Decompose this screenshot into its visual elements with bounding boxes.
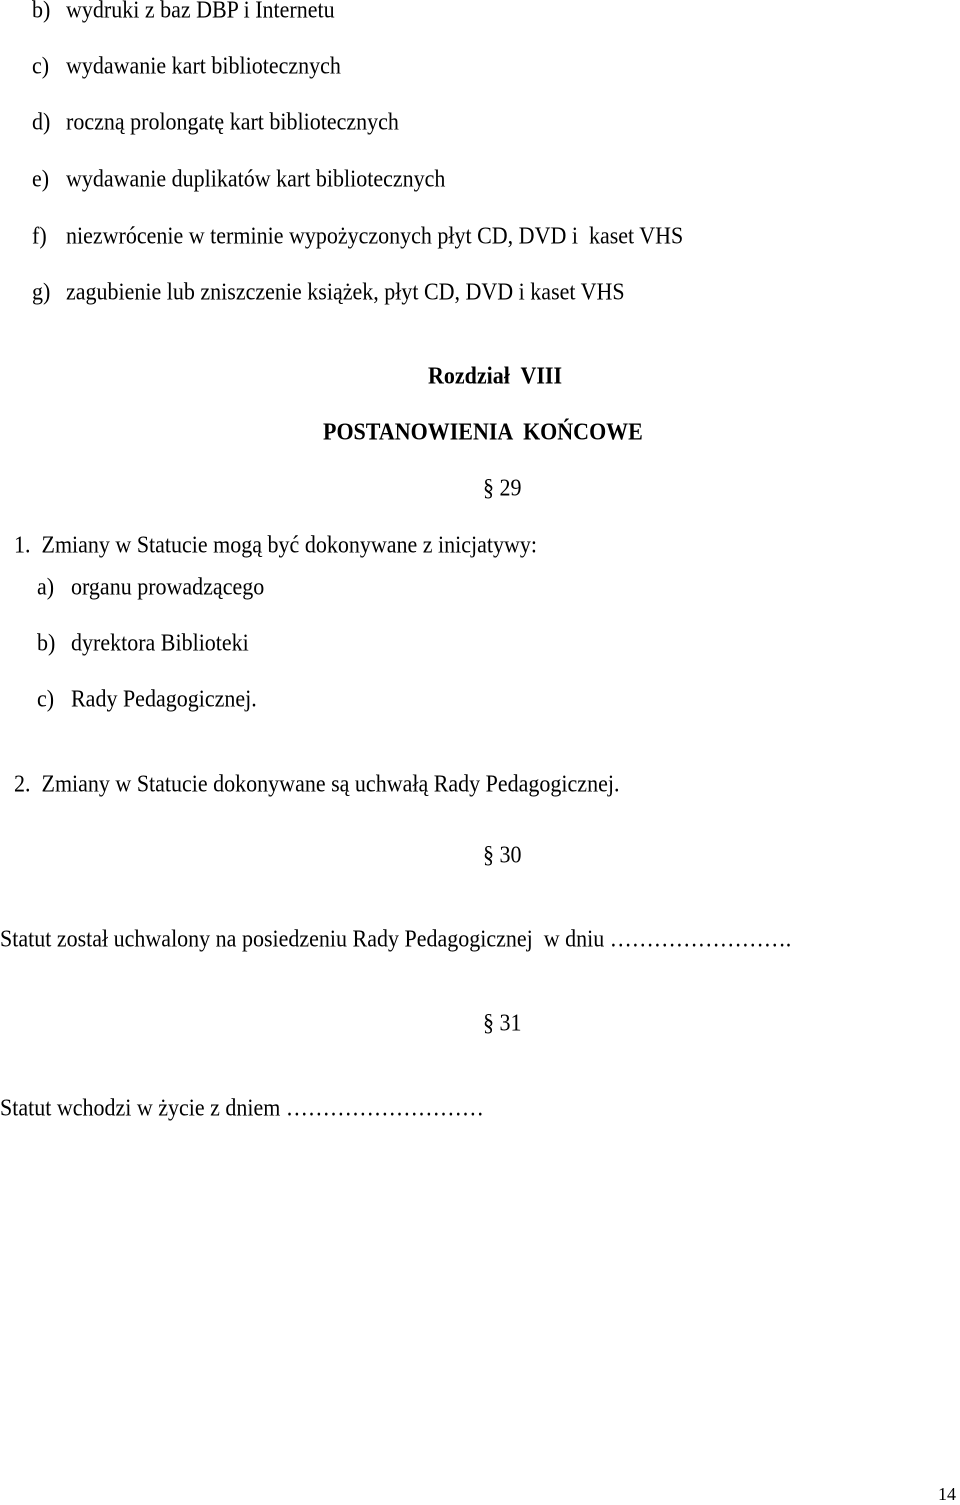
item-text: wydawanie duplikatów kart bibliotecznych: [66, 164, 446, 192]
item-text: wydawanie kart bibliotecznych: [66, 51, 341, 79]
item-text: organu prowadzącego: [71, 572, 265, 600]
item-text: wydruki z baz DBP i Internetu: [66, 0, 335, 23]
item-label: c): [37, 684, 55, 712]
list-item: [32, 278, 625, 306]
paragraph: Statut został uchwalony na posiedzeniu Rady Pedagogicznej w dniu …………………….: [0, 924, 792, 952]
item-label: e): [32, 164, 50, 192]
item-label: b): [37, 628, 56, 656]
item-text: roczną prolongatę kart bibliotecznych: [66, 107, 399, 135]
list-item: [32, 52, 341, 80]
item-text: niezwrócenie w terminie wypożyczonych płyt CD, DVD i kaset VHS: [66, 221, 684, 249]
section-heading: § 30: [483, 840, 522, 868]
paragraph: 2. Zmiany w Statucie dokonywane są uchwałą Rady Pedagogicznej.: [14, 769, 620, 797]
list-item: [37, 573, 264, 601]
item-label: a): [37, 572, 55, 600]
item-text: dyrektora Biblioteki: [71, 628, 249, 656]
item-label: c): [32, 51, 50, 79]
page-number: 14: [938, 1484, 956, 1504]
section-heading: § 31: [483, 1008, 522, 1036]
chapter-title: Rozdział VIII: [428, 361, 563, 389]
item-label: f): [32, 221, 47, 249]
item-text: zagubienie lub zniszczenie książek, płyt CD, DVD i kaset VHS: [66, 277, 625, 305]
item-text: Rady Pedagogicznej.: [71, 684, 257, 712]
list-item: [32, 108, 399, 136]
list-item: [32, 0, 335, 24]
list-item: [32, 222, 683, 250]
section-heading: § 29: [483, 473, 522, 501]
list-item: [37, 629, 249, 657]
list-item: [32, 165, 445, 193]
item-label: d): [32, 107, 51, 135]
item-label: g): [32, 277, 51, 305]
paragraph: 1. Zmiany w Statucie mogą być dokonywane z inicjatywy:: [14, 530, 537, 558]
list-item: [37, 685, 257, 713]
item-label: b): [32, 0, 51, 23]
chapter-subtitle: POSTANOWIENIA KOŃCOWE: [323, 417, 643, 445]
paragraph: Statut wchodzi w życie z dniem ………………………: [0, 1093, 484, 1121]
